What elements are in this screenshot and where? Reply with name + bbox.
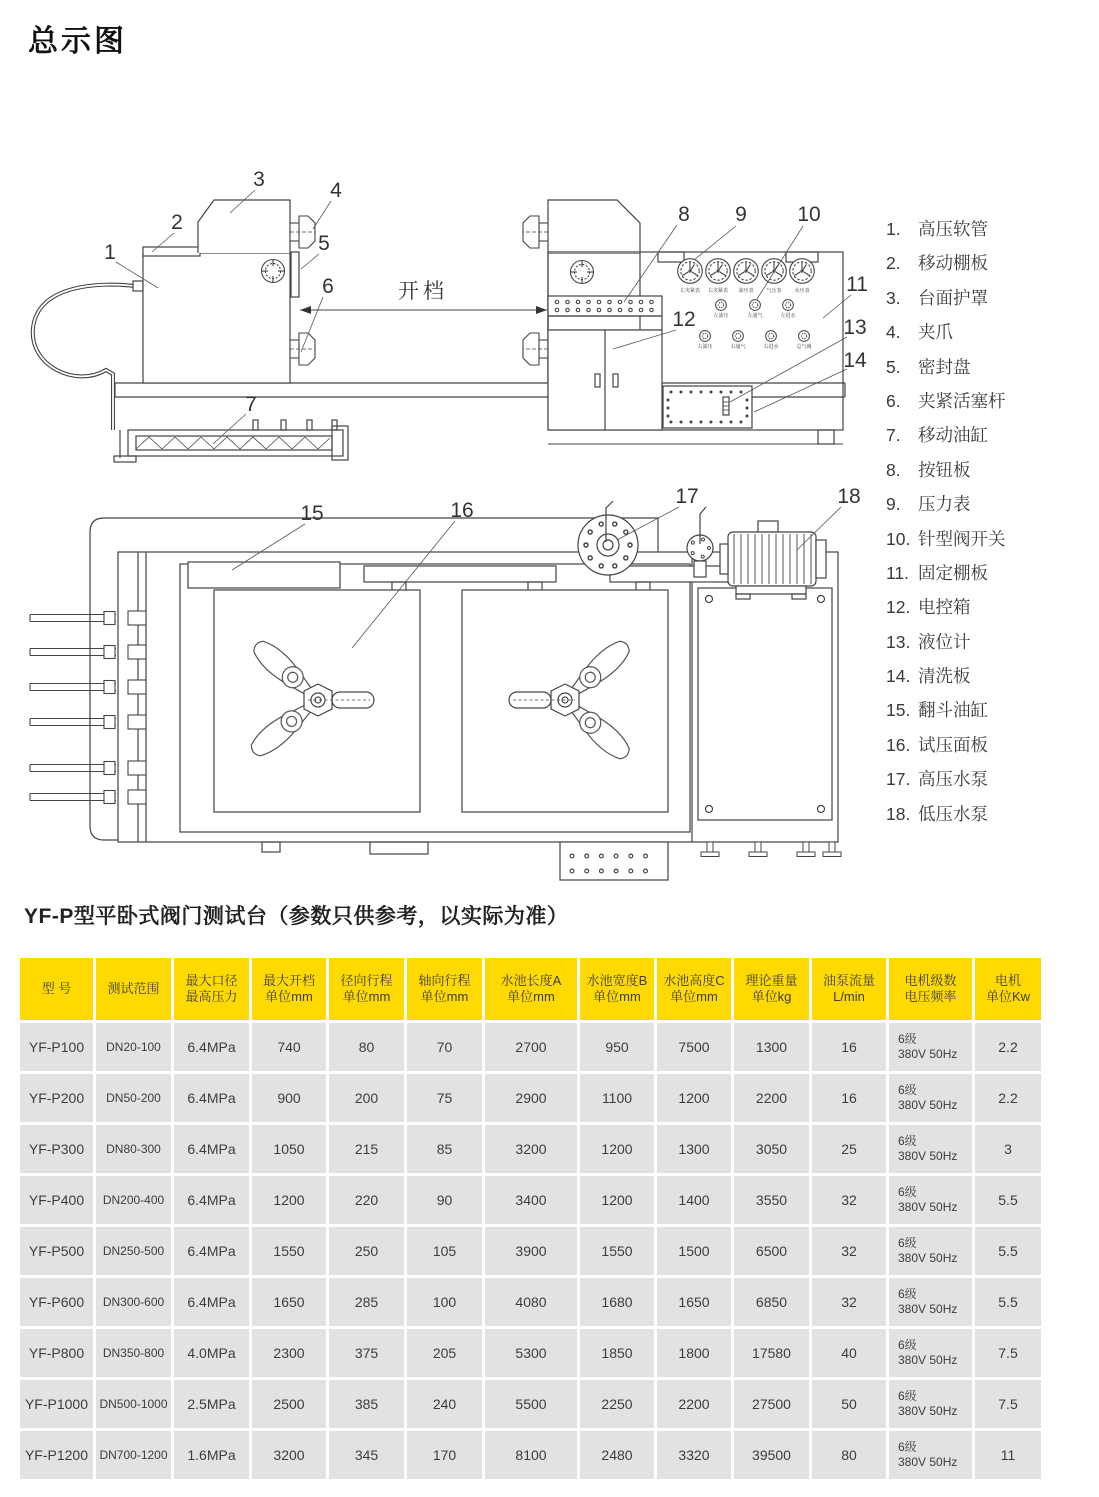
cell-motor [889,1176,972,1224]
legend-item [886,390,1006,412]
cell-range: DN200-400 [96,1176,171,1224]
cell: 345 [329,1431,404,1479]
cell-range: DN80-300 [96,1125,171,1173]
cell-motor [889,1278,972,1326]
header-line: 水池高度C [663,972,725,988]
level-gauge [723,397,729,415]
cell: 385 [329,1380,404,1428]
cell: 85 [407,1125,482,1173]
header-line: 测试范围 [107,980,160,996]
cell: 4.0MPa [174,1329,249,1377]
cell: 5.5 [975,1176,1041,1224]
cell: 50 [812,1380,886,1428]
cell: 7500 [657,1023,731,1071]
header-cell [20,958,93,1020]
header-cell [174,958,249,1020]
part-number: 17. [886,769,911,790]
header-line: 最大口径 [185,972,238,988]
cell: 3900 [485,1227,577,1275]
motor-line: 380V 50Hz [898,1455,958,1469]
cell: 16 [812,1023,886,1071]
svg-text:15: 15 [300,502,324,525]
cell-motor [889,1074,972,1122]
header-line: 轴向行程 [418,972,471,988]
svg-text:12: 12 [672,308,696,331]
cell: 1400 [657,1176,731,1224]
cell: 4080 [485,1278,577,1326]
legend-item [886,631,1006,653]
panel-labels [680,287,812,350]
cell: 1200 [580,1125,654,1173]
header-cell [734,958,809,1020]
cell-model: YF-P1200 [20,1431,93,1479]
cell: 105 [407,1227,482,1275]
cell: 6.4MPa [174,1227,249,1275]
part-label: 翻斗油缸 [918,700,988,721]
svg-text:右通气: 右通气 [730,344,746,350]
cell: 2.2 [975,1023,1041,1071]
header-line: 理论重量 [745,972,798,988]
cell: 1680 [580,1278,654,1326]
svg-text:6: 6 [322,275,334,298]
header-line: 电机级数 [904,972,957,988]
svg-text:7: 7 [245,393,257,416]
part-label: 移动油缸 [918,425,988,446]
cell: 1300 [657,1125,731,1173]
svg-text:左进水: 左进水 [780,313,796,319]
cell-motor [889,1125,972,1173]
header-line: 油泵流量 [822,972,875,988]
header-line: 最大开档 [262,972,315,988]
part-number: 11. [886,562,910,583]
legend-item [886,287,1006,309]
part-label: 密封盘 [918,356,971,377]
cell: 70 [407,1023,482,1071]
cell: 25 [812,1125,886,1173]
cell: 1650 [252,1278,326,1326]
cell-range: DN700-1200 [96,1431,171,1479]
motor-line: 6级 [898,1236,917,1250]
part-label: 电控箱 [918,597,971,618]
part-label: 液位计 [918,631,971,652]
part-label: 台面护罩 [918,287,988,308]
svg-text:9: 9 [735,203,747,226]
motor-line: 6级 [898,1134,917,1148]
cell: 75 [407,1074,482,1122]
cell-range: DN350-800 [96,1329,171,1377]
cell: 3320 [657,1431,731,1479]
cell-motor [889,1329,972,1377]
motor-line: 6级 [898,1338,917,1352]
cell: 2.2 [975,1074,1041,1122]
cell: 39500 [734,1431,809,1479]
part-label: 清洗板 [918,666,971,687]
part-number: 14. [886,666,911,687]
technical-diagram [0,145,880,905]
svg-text:2: 2 [171,211,183,234]
cell: 5.5 [975,1278,1041,1326]
legend-item [886,459,1006,481]
cell: 5300 [485,1329,577,1377]
table-title: YF-P型平卧式阀门测试台（参数只供参考，以实际为准） [24,905,569,928]
opening-dimension [300,306,547,314]
svg-text:水压表: 水压表 [794,288,810,294]
svg-text:18: 18 [837,485,861,508]
cell: 11 [975,1431,1041,1479]
cell-motor [889,1023,972,1071]
cell: 375 [329,1329,404,1377]
cell: 7.5 [975,1329,1041,1377]
header-line: 单位kg [751,989,792,1004]
legend-item [886,356,1006,378]
svg-text:11: 11 [846,273,868,296]
perforated-plate [560,842,668,880]
cell: 3400 [485,1176,577,1224]
legend-item [886,424,1006,446]
callout-numbers-bottom [300,485,860,525]
cell: 3200 [485,1125,577,1173]
svg-text:10: 10 [797,203,821,226]
cell: 215 [329,1125,404,1173]
part-number: 3. [886,287,901,308]
cell: 1800 [657,1329,731,1377]
part-number: 6. [886,390,901,411]
svg-text:14: 14 [843,349,867,372]
motor-line: 6级 [898,1440,917,1454]
cell-range: DN300-600 [96,1278,171,1326]
cell: 7.5 [975,1380,1041,1428]
svg-text:左通气: 左通气 [747,313,763,319]
motor-line: 380V 50Hz [898,1200,958,1214]
svg-text:3: 3 [253,168,265,191]
cell: 1100 [580,1074,654,1122]
cell: 6500 [734,1227,809,1275]
cell-model: YF-P600 [20,1278,93,1326]
legend-item [886,528,1006,550]
cell: 240 [407,1380,482,1428]
cell-range: DN250-500 [96,1227,171,1275]
cell: 1550 [580,1227,654,1275]
cell-model: YF-P1000 [20,1380,93,1428]
part-label: 移动棚板 [918,253,988,274]
svg-text:1: 1 [104,241,116,264]
motor-line: 380V 50Hz [898,1047,958,1061]
cell: 250 [329,1227,404,1275]
cell: 1200 [252,1176,326,1224]
cell: 16 [812,1074,886,1122]
cell: 3050 [734,1125,809,1173]
cell-range: DN500-1000 [96,1380,171,1428]
part-label: 压力表 [918,494,971,515]
part-label: 固定棚板 [918,562,988,583]
motor-line: 380V 50Hz [898,1098,958,1112]
motor-line: 6级 [898,1083,917,1097]
cell: 6850 [734,1278,809,1326]
cell: 900 [252,1074,326,1122]
cell: 2300 [252,1329,326,1377]
part-number: 9. [886,494,901,515]
cell: 1500 [657,1227,731,1275]
svg-text:16: 16 [450,499,474,522]
page-title: 总示图 [28,25,127,58]
motor-line: 6级 [898,1287,917,1301]
cell: 1.6MPa [174,1431,249,1479]
part-number: 13. [886,631,911,652]
header-cell [889,958,972,1020]
motor-line: 380V 50Hz [898,1149,958,1163]
part-label: 夹爪 [918,322,953,343]
cell: 285 [329,1278,404,1326]
motor-line: 380V 50Hz [898,1353,958,1367]
header-cell [252,958,326,1020]
cell-motor [889,1431,972,1479]
header-line: 水池长度A [500,972,562,988]
cell-range: DN20-100 [96,1023,171,1071]
header-cell [657,958,731,1020]
part-number: 16. [886,734,911,755]
motor-line: 380V 50Hz [898,1302,958,1316]
cell: 2200 [657,1380,731,1428]
left-carriage [143,200,315,383]
svg-text:5: 5 [318,232,330,255]
header-line: 单位mm [420,989,469,1004]
part-label: 高压软管 [918,219,988,239]
cell: 740 [252,1023,326,1071]
svg-text:17: 17 [675,485,699,508]
cell-model: YF-P300 [20,1125,93,1173]
legend-item [886,803,1006,825]
legend-item [886,252,1006,274]
motor-line: 6级 [898,1185,917,1199]
legend-item [886,665,1006,687]
cell-model: YF-P400 [20,1176,93,1224]
cell: 2900 [485,1074,577,1122]
motor-line: 380V 50Hz [898,1404,958,1418]
header-line: 径向行程 [340,972,393,988]
header-cell [975,958,1041,1020]
cell: 1650 [657,1278,731,1326]
cell: 6.4MPa [174,1023,249,1071]
cell: 170 [407,1431,482,1479]
cell: 5.5 [975,1227,1041,1275]
part-number: 7. [886,425,901,446]
cell: 2250 [580,1380,654,1428]
cell: 32 [812,1176,886,1224]
cell: 205 [407,1329,482,1377]
cell-model: YF-P500 [20,1227,93,1275]
part-number: 5. [886,356,901,377]
header-line: 单位mm [507,989,555,1004]
cell: 90 [407,1176,482,1224]
header-line: 单位mm [670,989,718,1004]
header-line: 单位Kw [985,989,1031,1004]
cell: 2480 [580,1431,654,1479]
svg-text:油压表: 油压表 [738,288,754,294]
parts-legend [886,218,1006,825]
header-line: 单位mm [265,989,313,1004]
part-number: 2. [886,253,901,274]
motor-line: 6级 [898,1032,917,1046]
part-number: 15. [886,700,911,721]
header-cell [485,958,577,1020]
legend-item [886,699,1006,721]
cell-model: YF-P200 [20,1074,93,1122]
cell: 6.4MPa [174,1278,249,1326]
legend-item [886,321,1006,343]
header-line: 单位mm [342,989,391,1004]
cleaning-plate [663,386,752,428]
part-number: 1. [886,219,901,239]
cell-motor [889,1227,972,1275]
header-line: 单位mm [593,989,641,1004]
cell: 6.4MPa [174,1176,249,1224]
header-cell [812,958,886,1020]
cell: 2500 [252,1380,326,1428]
cell: 32 [812,1227,886,1275]
header-line: 型 号 [41,980,72,996]
legend-item [886,493,1006,515]
svg-text:左夹紧表: 左夹紧表 [679,288,701,294]
cell: 950 [580,1023,654,1071]
cell: 2.5MPa [174,1380,249,1428]
cell-model: YF-P100 [20,1023,93,1071]
header-line: 最高压力 [185,989,238,1004]
svg-text:8: 8 [678,203,690,226]
svg-text:气压表: 气压表 [766,288,782,294]
cell: 1550 [252,1227,326,1275]
cell: 40 [812,1329,886,1377]
cell-model: YF-P800 [20,1329,93,1377]
header-line: 水池宽度B [586,972,648,988]
cell: 80 [812,1431,886,1479]
motor-line: 6级 [898,1389,917,1403]
legend-item [886,562,1006,584]
cell: 6.4MPa [174,1125,249,1173]
cell: 3 [975,1125,1041,1173]
cell: 8100 [485,1431,577,1479]
high-pressure-hose [33,281,143,430]
svg-text:右油压: 右油压 [697,344,713,350]
svg-text:4: 4 [330,179,342,202]
spec-table [20,958,1041,1479]
cell: 17580 [734,1329,809,1377]
legend-item [886,768,1006,790]
side-view [33,200,845,462]
svg-text:右进水: 右进水 [763,344,779,350]
header-cell [407,958,482,1020]
header-line: L/min [833,989,865,1004]
high-pressure-pump [578,501,638,575]
part-label: 夹紧活塞杆 [918,390,1006,411]
svg-text:总气阀: 总气阀 [796,344,812,350]
cell: 200 [329,1074,404,1122]
cell: 32 [812,1278,886,1326]
cell: 1050 [252,1125,326,1173]
header-cell [580,958,654,1020]
cell: 80 [329,1023,404,1071]
part-number: 4. [886,322,901,343]
cell: 3200 [252,1431,326,1479]
cell: 1850 [580,1329,654,1377]
part-label: 低压水泵 [918,803,988,824]
cell: 1300 [734,1023,809,1071]
cell: 3550 [734,1176,809,1224]
part-number: 12. [886,597,911,618]
cell: 5500 [485,1380,577,1428]
cell: 2700 [485,1023,577,1071]
part-label: 按钮板 [918,459,971,480]
header-line: 电机 [994,972,1021,988]
plan-view [30,501,841,880]
cell: 100 [407,1278,482,1326]
motor-line: 380V 50Hz [898,1251,958,1265]
electric-cabinet [548,330,662,430]
tilt-oil-cylinder [188,562,340,588]
header-cell [329,958,404,1020]
header-cell [96,958,171,1020]
cell: 220 [329,1176,404,1224]
cell-motor [889,1380,972,1428]
legend-item [886,596,1006,618]
cell: 2200 [734,1074,809,1122]
legend-item [886,218,1006,240]
svg-text:右夹紧表: 右夹紧表 [707,288,729,294]
cell: 1200 [657,1074,731,1122]
cell-range: DN50-200 [96,1074,171,1122]
part-label: 针型阀开关 [918,528,1006,549]
dimension-label: 开档 [398,280,448,303]
svg-text:13: 13 [843,316,867,339]
part-number: 8. [886,459,901,480]
part-number: 10. [886,528,911,549]
part-label: 试压面板 [918,734,988,755]
part-label: 高压水泵 [918,769,988,790]
cell: 1200 [580,1176,654,1224]
part-number: 18. [886,803,911,824]
cell: 6.4MPa [174,1074,249,1122]
header-line: 电压频率 [904,989,957,1004]
svg-text:左油压: 左油压 [713,313,729,319]
legend-item [886,734,1006,756]
cell: 27500 [734,1380,809,1428]
